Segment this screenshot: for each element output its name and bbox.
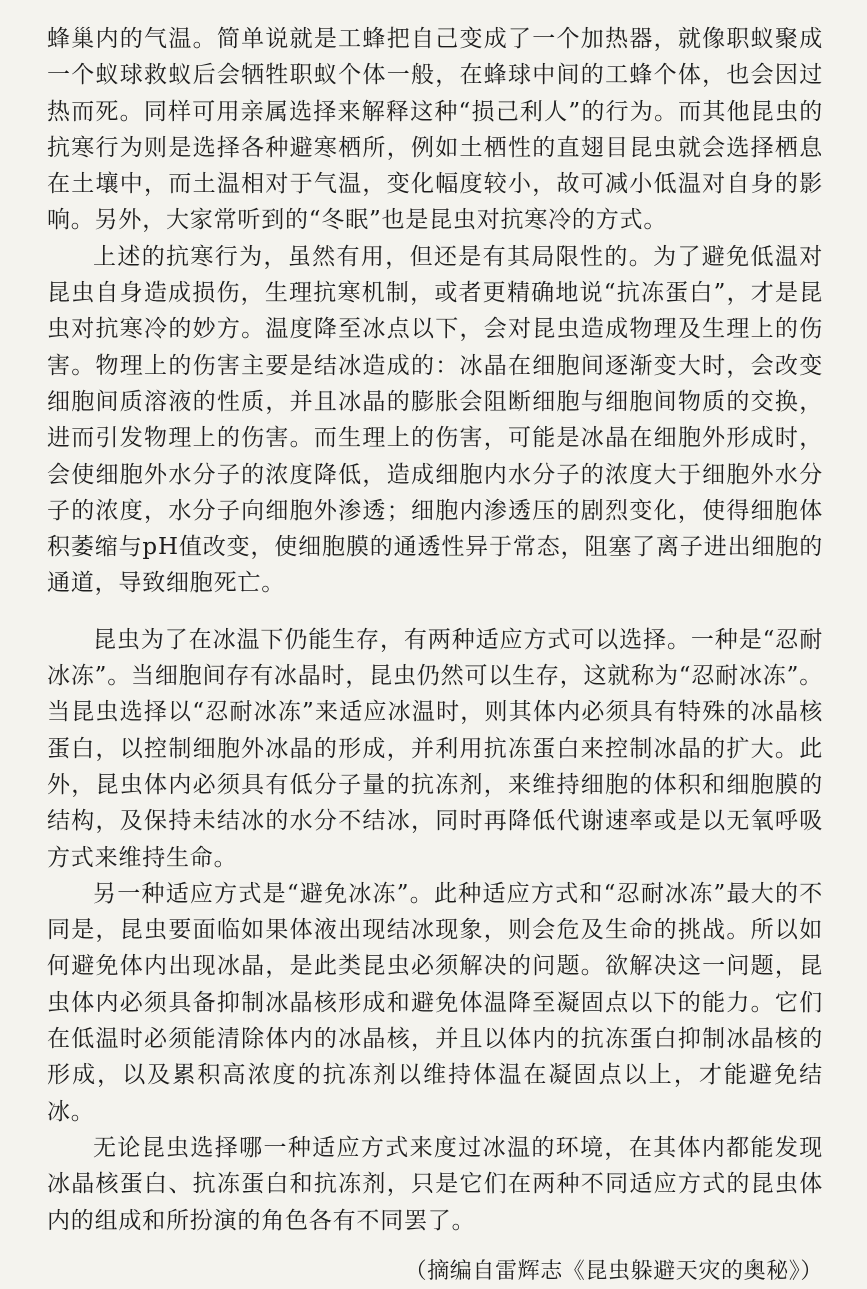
paragraph-1: 蜂巢内的气温。简单说就是工蜂把自己变成了一个加热器，就像职蚁聚成一个蚁球救蚁后会牺牲职蚁个体一般，在蜂球中间的工蜂个体，也会因过热而死。同样可用亲属选择来解释这种“损己利人”的行为。而其他昆虫的抗寒行为则是选择各种避寒栖所，例如土栖性的直翅目昆虫就会选择栖息在土壤中，而土温相对于气温，变化幅度较小，故可减小低温对自身的影响。另外，大家常听到的“冬眠”也是昆虫对抗寒冷的方式。 xyxy=(47,26,823,234)
paragraph-2: 上述的抗寒行为，虽然有用，但还是有其局限性的。为了避免低温对昆虫自身造成损伤，生理抗寒机制，或者更精确地说“抗冻蛋白”，才是昆虫对抗寒冷的妙方。温度降至冰点以下，会对昆虫造成物理及生理上的伤害。物理上的伤害主要是结冰造成的：冰晶在细胞间逐渐变大时，会改变细胞间质溶液的性质，并且冰晶的膨胀会阻断细胞与细胞间物质的交换，进而引发物理上的伤害。而生理上的伤害，可能是冰晶在细胞外形成时，会使细胞外水分子的浓度降低，造成细胞内水分子的浓度大于细胞外水分子的浓度，水分子向细胞外渗透；细胞内渗透压的剧烈变化，使得细胞体积萎缩与pH值改变，使细胞膜的通透性异于常态，阻塞了离子进出细胞的通道，导致细胞死亡。 xyxy=(47,243,823,597)
source-citation: （摘编自雷辉志《昆虫躲避天灾的奥秘》） xyxy=(404,1258,823,1284)
paragraph-4: 另一种适应方式是“避免冰冻”。此种适应方式和“忍耐冰冻”最大的不同是，昆虫要面临如果体液出现结冰现象，则会危及生命的挑战。所以如何避免体内出现冰晶，是此类昆虫必须解决的问题。欲解决这一问题，昆虫体内必须具备抑制冰晶核形成和避免体温降至凝固点以下的能力。它们在低温时必须能清除体内的冰晶核，并且以体内的抗冻蛋白抑制冰晶核的形成，以及累积高浓度的抗冻剂以维持体温在凝固点以上，才能避免结冰。 xyxy=(47,880,823,1125)
paragraph-3: 昆虫为了在冰温下仍能生存，有两种适应方式可以选择。一种是“忍耐冰冻”。当细胞间存有冰晶时，昆虫仍然可以生存，这就称为“忍耐冰冻”。当昆虫选择以“忍耐冰冻”来适应冰温时，则其体内必须具有特殊的冰晶核蛋白，以控制细胞外冰晶的形成，并利用抗冻蛋白来控制冰晶的扩大。此外，昆虫体内必须具有低分子量的抗冻剂，来维持细胞的体积和细胞膜的结构，及保持未结冰的水分不结冰，同时再降低代谢速率或是以无氧呼吸方式来维持生命。 xyxy=(47,626,823,871)
paragraph-5: 无论昆虫选择哪一种适应方式来度过冰温的环境，在其体内都能发现冰晶核蛋白、抗冻蛋白和抗冻剂，只是它们在两种不同适应方式的昆虫体内的组成和所扮演的角色各有不同罢了。 xyxy=(47,1134,823,1234)
